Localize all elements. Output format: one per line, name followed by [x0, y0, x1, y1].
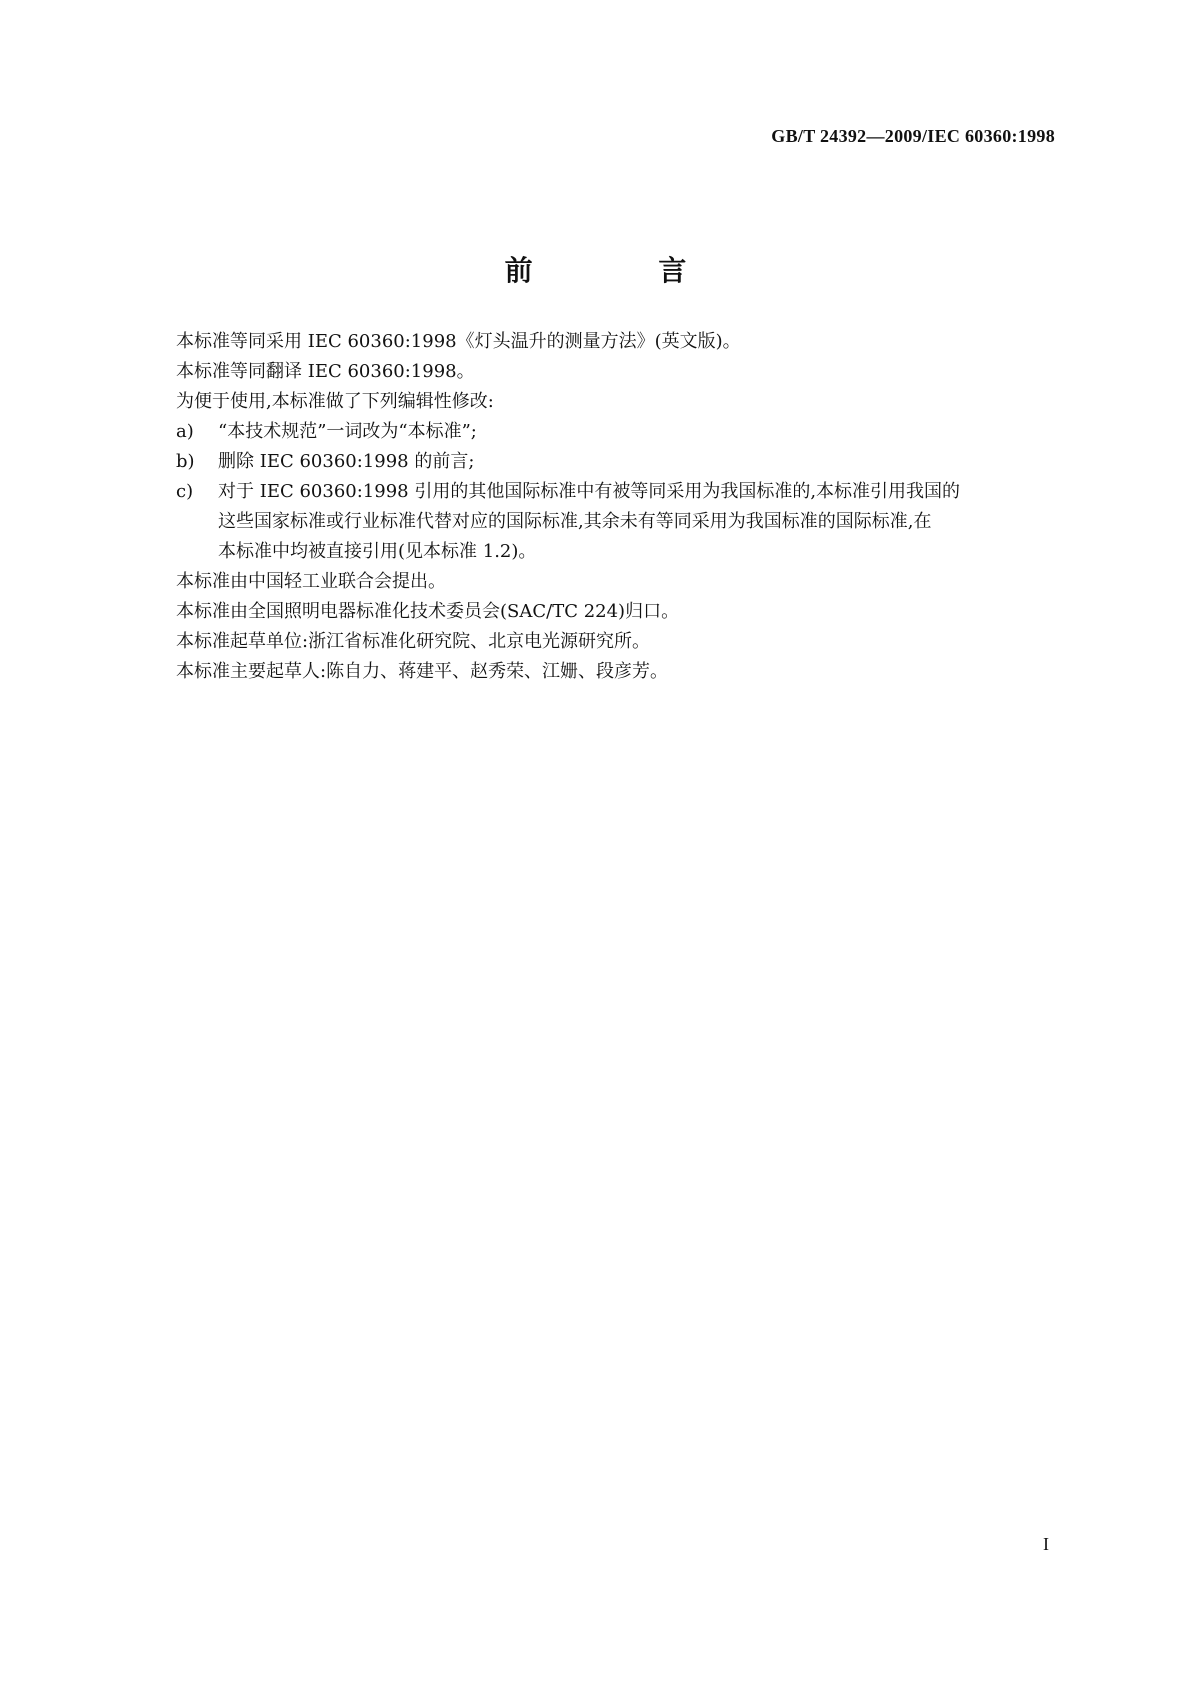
- paragraph: 本标准等同采用 IEC 60360:1998《灯头温升的测量方法》(英文版)。: [176, 331, 741, 352]
- paragraph: 本标准由中国轻工业联合会提出。: [176, 571, 446, 592]
- list-marker: a): [176, 421, 194, 442]
- list-text: [218, 417, 1056, 447]
- paragraph: 本标准等同翻译 IEC 60360:1998。: [176, 361, 475, 382]
- list-text: [218, 447, 1056, 477]
- paragraph: 为便于使用,本标准做了下列编辑性修改:: [176, 391, 494, 412]
- paragraph: 本标准由全国照明电器标准化技术委员会(SAC/TC 224)归口。: [176, 601, 680, 622]
- list-text-line: 这些国家标准或行业标准代替对应的国际标准,其余未有等同采用为我国标准的国际标准,在: [218, 511, 932, 532]
- list-text-line: 本标准中均被直接引用(见本标准 1.2)。: [218, 541, 537, 562]
- paragraph: 本标准主要起草人:陈自力、蒋建平、赵秀荣、江姗、段彦芳。: [176, 661, 669, 682]
- list-item: [176, 477, 1056, 567]
- list-marker: c): [176, 481, 194, 502]
- list-item: [176, 447, 1056, 477]
- page-number: I: [1043, 1534, 1049, 1554]
- list-marker: b): [176, 451, 195, 472]
- list-text-line: 删除 IEC 60360:1998 的前言;: [218, 451, 475, 472]
- foreword-body: [176, 327, 1056, 687]
- paragraph: 本标准起草单位:浙江省标准化研究院、北京电光源研究所。: [176, 631, 651, 652]
- document-code: GB/T 24392—2009/IEC 60360:1998: [771, 126, 1055, 146]
- list-text-line: 对于 IEC 60360:1998 引用的其他国际标准中有被等同采用为我国标准的,本标准引用我国的: [218, 481, 961, 502]
- page-title: 前 言: [504, 253, 745, 287]
- list-text-line: “本技术规范”一词改为“本标准”;: [218, 421, 477, 442]
- list-item: [176, 417, 1056, 447]
- list-text: [218, 477, 1056, 567]
